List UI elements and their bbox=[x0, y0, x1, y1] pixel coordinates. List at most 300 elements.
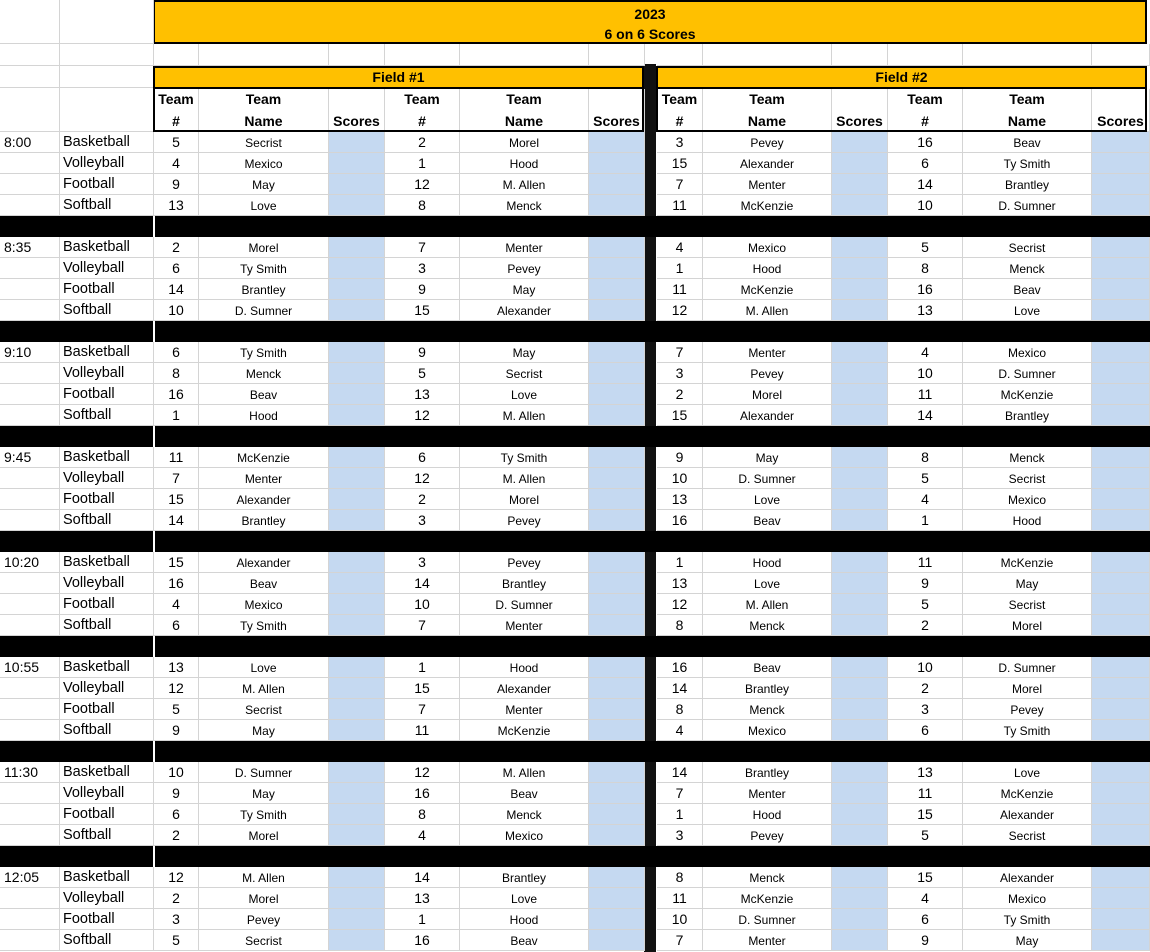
team-number[interactable]: 4 bbox=[385, 825, 460, 846]
score-input[interactable] bbox=[1092, 678, 1150, 699]
empty-cell[interactable] bbox=[385, 44, 460, 66]
team-name[interactable]: Love bbox=[703, 489, 832, 510]
score-input[interactable] bbox=[329, 384, 385, 405]
team-name[interactable]: Secrist bbox=[963, 237, 1092, 258]
score-input[interactable] bbox=[1092, 510, 1150, 531]
team-name[interactable]: Pevey bbox=[703, 825, 832, 846]
score-input[interactable] bbox=[329, 552, 385, 573]
team-number[interactable]: 1 bbox=[657, 258, 703, 279]
team-number[interactable]: 11 bbox=[657, 888, 703, 909]
team-number[interactable]: 8 bbox=[385, 195, 460, 216]
team-number[interactable]: 5 bbox=[154, 132, 199, 153]
team-number[interactable]: 9 bbox=[888, 573, 963, 594]
team-name[interactable]: May bbox=[703, 447, 832, 468]
empty-cell[interactable] bbox=[0, 909, 60, 930]
score-input[interactable] bbox=[832, 489, 888, 510]
team-number[interactable]: 15 bbox=[154, 552, 199, 573]
team-name[interactable]: Secrist bbox=[199, 930, 329, 951]
team-name[interactable]: Alexander bbox=[199, 489, 329, 510]
team-number[interactable]: 10 bbox=[888, 657, 963, 678]
team-number[interactable]: 8 bbox=[657, 867, 703, 888]
team-number[interactable]: 9 bbox=[657, 447, 703, 468]
score-input[interactable] bbox=[329, 258, 385, 279]
score-input[interactable] bbox=[832, 762, 888, 783]
team-name[interactable]: Menter bbox=[703, 174, 832, 195]
team-number[interactable]: 2 bbox=[154, 888, 199, 909]
empty-cell[interactable] bbox=[0, 573, 60, 594]
team-name[interactable]: Mexico bbox=[703, 720, 832, 741]
team-number[interactable]: 16 bbox=[154, 384, 199, 405]
team-name[interactable]: Ty Smith bbox=[963, 153, 1092, 174]
team-number[interactable]: 13 bbox=[154, 657, 199, 678]
team-number[interactable]: 16 bbox=[385, 930, 460, 951]
team-name[interactable]: D. Sumner bbox=[963, 657, 1092, 678]
score-input[interactable] bbox=[1092, 825, 1150, 846]
score-input[interactable] bbox=[589, 594, 645, 615]
empty-cell[interactable] bbox=[703, 44, 832, 66]
team-number[interactable]: 9 bbox=[385, 279, 460, 300]
team-name[interactable]: Brantley bbox=[703, 678, 832, 699]
team-number[interactable]: 5 bbox=[888, 594, 963, 615]
team-name[interactable]: Ty Smith bbox=[199, 342, 329, 363]
team-name[interactable]: Menck bbox=[963, 447, 1092, 468]
time-slot[interactable]: 8:35 bbox=[0, 237, 60, 258]
score-input[interactable] bbox=[832, 132, 888, 153]
team-number[interactable]: 2 bbox=[154, 825, 199, 846]
time-slot[interactable]: 10:20 bbox=[0, 552, 60, 573]
team-name[interactable]: Menter bbox=[460, 615, 589, 636]
score-input[interactable] bbox=[832, 888, 888, 909]
score-input[interactable] bbox=[1092, 384, 1150, 405]
score-input[interactable] bbox=[329, 594, 385, 615]
team-number[interactable]: 3 bbox=[657, 825, 703, 846]
empty-cell[interactable] bbox=[460, 44, 589, 66]
team-name[interactable]: Beav bbox=[963, 279, 1092, 300]
team-number[interactable]: 3 bbox=[888, 699, 963, 720]
score-input[interactable] bbox=[832, 174, 888, 195]
team-number[interactable]: 7 bbox=[657, 174, 703, 195]
team-name[interactable]: Hood bbox=[460, 657, 589, 678]
team-number[interactable]: 13 bbox=[385, 888, 460, 909]
team-number[interactable]: 14 bbox=[385, 573, 460, 594]
team-name[interactable]: Morel bbox=[460, 132, 589, 153]
team-name[interactable]: Pevey bbox=[460, 258, 589, 279]
score-input[interactable] bbox=[329, 699, 385, 720]
team-name[interactable]: Hood bbox=[199, 405, 329, 426]
score-input[interactable] bbox=[329, 510, 385, 531]
team-number[interactable]: 1 bbox=[154, 405, 199, 426]
team-number[interactable]: 3 bbox=[385, 552, 460, 573]
team-name[interactable]: Alexander bbox=[963, 867, 1092, 888]
team-number[interactable]: 2 bbox=[888, 678, 963, 699]
team-number[interactable]: 8 bbox=[888, 447, 963, 468]
score-input[interactable] bbox=[1092, 195, 1150, 216]
score-input[interactable] bbox=[1092, 405, 1150, 426]
score-input[interactable] bbox=[1092, 468, 1150, 489]
team-name[interactable]: Morel bbox=[703, 384, 832, 405]
team-number[interactable]: 11 bbox=[888, 384, 963, 405]
team-number[interactable]: 2 bbox=[888, 615, 963, 636]
team-name[interactable]: Pevey bbox=[703, 363, 832, 384]
team-number[interactable]: 1 bbox=[888, 510, 963, 531]
team-name[interactable]: Mexico bbox=[963, 888, 1092, 909]
score-input[interactable] bbox=[832, 195, 888, 216]
team-name[interactable]: Love bbox=[703, 573, 832, 594]
team-name[interactable]: Secrist bbox=[460, 363, 589, 384]
team-name[interactable]: D. Sumner bbox=[199, 762, 329, 783]
team-number[interactable]: 7 bbox=[657, 783, 703, 804]
score-input[interactable] bbox=[329, 447, 385, 468]
team-name[interactable]: D. Sumner bbox=[963, 195, 1092, 216]
team-number[interactable]: 15 bbox=[385, 678, 460, 699]
team-number[interactable]: 11 bbox=[154, 447, 199, 468]
team-number[interactable]: 14 bbox=[657, 762, 703, 783]
team-number[interactable]: 9 bbox=[888, 930, 963, 951]
time-slot[interactable]: 10:55 bbox=[0, 657, 60, 678]
team-name[interactable]: Beav bbox=[460, 783, 589, 804]
team-name[interactable]: Pevey bbox=[199, 909, 329, 930]
score-input[interactable] bbox=[329, 825, 385, 846]
team-number[interactable]: 16 bbox=[657, 657, 703, 678]
empty-cell[interactable] bbox=[0, 825, 60, 846]
team-name[interactable]: Alexander bbox=[460, 300, 589, 321]
score-input[interactable] bbox=[329, 573, 385, 594]
score-input[interactable] bbox=[1092, 804, 1150, 825]
team-number[interactable]: 13 bbox=[657, 573, 703, 594]
empty-cell[interactable] bbox=[0, 66, 60, 88]
score-input[interactable] bbox=[832, 615, 888, 636]
team-name[interactable]: Morel bbox=[199, 888, 329, 909]
team-number[interactable]: 12 bbox=[385, 468, 460, 489]
score-input[interactable] bbox=[832, 405, 888, 426]
empty-cell[interactable] bbox=[0, 804, 60, 825]
team-number[interactable]: 11 bbox=[657, 279, 703, 300]
score-input[interactable] bbox=[1092, 762, 1150, 783]
empty-cell[interactable] bbox=[0, 930, 60, 951]
team-number[interactable]: 16 bbox=[385, 783, 460, 804]
score-input[interactable] bbox=[1092, 720, 1150, 741]
team-number[interactable]: 5 bbox=[888, 468, 963, 489]
score-input[interactable] bbox=[329, 657, 385, 678]
team-number[interactable]: 7 bbox=[385, 699, 460, 720]
score-input[interactable] bbox=[1092, 573, 1150, 594]
score-input[interactable] bbox=[589, 552, 645, 573]
team-name[interactable]: Secrist bbox=[963, 594, 1092, 615]
team-number[interactable]: 14 bbox=[888, 174, 963, 195]
team-name[interactable]: Love bbox=[460, 888, 589, 909]
team-number[interactable]: 15 bbox=[385, 300, 460, 321]
team-number[interactable]: 8 bbox=[657, 699, 703, 720]
team-name[interactable]: Menck bbox=[199, 363, 329, 384]
team-name[interactable]: M. Allen bbox=[460, 174, 589, 195]
empty-cell[interactable] bbox=[0, 594, 60, 615]
time-slot[interactable]: 8:00 bbox=[0, 132, 60, 153]
team-number[interactable]: 3 bbox=[657, 363, 703, 384]
score-input[interactable] bbox=[329, 132, 385, 153]
team-number[interactable]: 10 bbox=[888, 195, 963, 216]
team-name[interactable]: Alexander bbox=[963, 804, 1092, 825]
score-input[interactable] bbox=[1092, 783, 1150, 804]
score-input[interactable] bbox=[832, 510, 888, 531]
score-input[interactable] bbox=[1092, 930, 1150, 951]
team-name[interactable]: M. Allen bbox=[703, 300, 832, 321]
team-name[interactable]: McKenzie bbox=[199, 447, 329, 468]
team-name[interactable]: Morel bbox=[199, 825, 329, 846]
team-name[interactable]: D. Sumner bbox=[460, 594, 589, 615]
team-name[interactable]: M. Allen bbox=[199, 678, 329, 699]
team-number[interactable]: 10 bbox=[657, 909, 703, 930]
score-input[interactable] bbox=[329, 468, 385, 489]
team-number[interactable]: 14 bbox=[888, 405, 963, 426]
team-name[interactable]: Pevey bbox=[963, 699, 1092, 720]
team-name[interactable]: Hood bbox=[703, 804, 832, 825]
score-input[interactable] bbox=[589, 384, 645, 405]
empty-cell[interactable] bbox=[0, 174, 60, 195]
team-number[interactable]: 16 bbox=[888, 132, 963, 153]
team-number[interactable]: 5 bbox=[888, 237, 963, 258]
score-input[interactable] bbox=[832, 720, 888, 741]
team-name[interactable]: Morel bbox=[963, 678, 1092, 699]
team-name[interactable]: Brantley bbox=[963, 405, 1092, 426]
empty-cell[interactable] bbox=[329, 44, 385, 66]
team-name[interactable]: McKenzie bbox=[703, 888, 832, 909]
team-name[interactable]: Morel bbox=[963, 615, 1092, 636]
team-number[interactable]: 3 bbox=[154, 909, 199, 930]
score-input[interactable] bbox=[329, 342, 385, 363]
team-number[interactable]: 15 bbox=[154, 489, 199, 510]
team-number[interactable]: 12 bbox=[385, 174, 460, 195]
team-number[interactable]: 13 bbox=[154, 195, 199, 216]
score-input[interactable] bbox=[832, 594, 888, 615]
score-input[interactable] bbox=[832, 909, 888, 930]
score-input[interactable] bbox=[589, 930, 645, 951]
score-input[interactable] bbox=[589, 783, 645, 804]
team-name[interactable]: McKenzie bbox=[963, 384, 1092, 405]
team-name[interactable]: Love bbox=[963, 762, 1092, 783]
empty-cell[interactable] bbox=[60, 88, 154, 132]
score-input[interactable] bbox=[329, 153, 385, 174]
team-number[interactable]: 9 bbox=[154, 783, 199, 804]
team-number[interactable]: 16 bbox=[657, 510, 703, 531]
team-name[interactable]: Hood bbox=[703, 552, 832, 573]
empty-cell[interactable] bbox=[0, 258, 60, 279]
score-input[interactable] bbox=[1092, 279, 1150, 300]
empty-cell[interactable] bbox=[60, 66, 154, 88]
team-name[interactable]: Ty Smith bbox=[199, 615, 329, 636]
team-name[interactable]: Menck bbox=[460, 195, 589, 216]
team-number[interactable]: 6 bbox=[154, 342, 199, 363]
team-name[interactable]: Secrist bbox=[199, 699, 329, 720]
team-name[interactable]: Morel bbox=[460, 489, 589, 510]
score-input[interactable] bbox=[329, 720, 385, 741]
score-input[interactable] bbox=[832, 342, 888, 363]
empty-cell[interactable] bbox=[0, 0, 60, 44]
empty-cell[interactable] bbox=[0, 699, 60, 720]
team-number[interactable]: 5 bbox=[154, 930, 199, 951]
score-input[interactable] bbox=[589, 489, 645, 510]
team-number[interactable]: 3 bbox=[657, 132, 703, 153]
team-number[interactable]: 12 bbox=[385, 405, 460, 426]
score-input[interactable] bbox=[589, 720, 645, 741]
team-name[interactable]: Alexander bbox=[703, 153, 832, 174]
score-input[interactable] bbox=[1092, 300, 1150, 321]
team-name[interactable]: Mexico bbox=[199, 594, 329, 615]
score-input[interactable] bbox=[329, 909, 385, 930]
score-input[interactable] bbox=[329, 867, 385, 888]
empty-cell[interactable] bbox=[0, 279, 60, 300]
team-name[interactable]: Beav bbox=[703, 657, 832, 678]
team-number[interactable]: 15 bbox=[657, 405, 703, 426]
team-name[interactable]: M. Allen bbox=[460, 468, 589, 489]
team-name[interactable]: Ty Smith bbox=[963, 720, 1092, 741]
team-number[interactable]: 6 bbox=[385, 447, 460, 468]
score-input[interactable] bbox=[832, 237, 888, 258]
score-input[interactable] bbox=[832, 468, 888, 489]
team-name[interactable]: Mexico bbox=[460, 825, 589, 846]
empty-cell[interactable] bbox=[589, 44, 645, 66]
score-input[interactable] bbox=[329, 363, 385, 384]
score-input[interactable] bbox=[589, 468, 645, 489]
score-input[interactable] bbox=[1092, 153, 1150, 174]
team-number[interactable]: 7 bbox=[385, 237, 460, 258]
team-number[interactable]: 3 bbox=[385, 510, 460, 531]
score-input[interactable] bbox=[589, 363, 645, 384]
team-name[interactable]: McKenzie bbox=[460, 720, 589, 741]
team-number[interactable]: 7 bbox=[657, 930, 703, 951]
team-name[interactable]: Love bbox=[199, 657, 329, 678]
score-input[interactable] bbox=[589, 825, 645, 846]
score-input[interactable] bbox=[329, 783, 385, 804]
empty-cell[interactable] bbox=[0, 468, 60, 489]
team-number[interactable]: 9 bbox=[385, 342, 460, 363]
team-number[interactable]: 7 bbox=[657, 342, 703, 363]
team-name[interactable]: McKenzie bbox=[703, 195, 832, 216]
team-name[interactable]: Hood bbox=[460, 909, 589, 930]
score-input[interactable] bbox=[1092, 363, 1150, 384]
team-number[interactable]: 1 bbox=[657, 552, 703, 573]
team-number[interactable]: 15 bbox=[657, 153, 703, 174]
score-input[interactable] bbox=[589, 699, 645, 720]
team-number[interactable]: 15 bbox=[888, 867, 963, 888]
team-number[interactable]: 4 bbox=[154, 594, 199, 615]
score-input[interactable] bbox=[589, 342, 645, 363]
score-input[interactable] bbox=[589, 195, 645, 216]
team-number[interactable]: 13 bbox=[888, 762, 963, 783]
score-input[interactable] bbox=[329, 930, 385, 951]
team-name[interactable]: Secrist bbox=[199, 132, 329, 153]
score-input[interactable] bbox=[1092, 888, 1150, 909]
empty-cell[interactable] bbox=[888, 44, 963, 66]
team-number[interactable]: 11 bbox=[657, 195, 703, 216]
team-name[interactable]: Hood bbox=[460, 153, 589, 174]
team-name[interactable]: Secrist bbox=[963, 468, 1092, 489]
team-name[interactable]: D. Sumner bbox=[199, 300, 329, 321]
score-input[interactable] bbox=[589, 174, 645, 195]
score-input[interactable] bbox=[832, 153, 888, 174]
team-number[interactable]: 10 bbox=[154, 300, 199, 321]
team-name[interactable]: Menck bbox=[703, 699, 832, 720]
team-number[interactable]: 13 bbox=[888, 300, 963, 321]
team-name[interactable]: Alexander bbox=[460, 678, 589, 699]
score-input[interactable] bbox=[832, 783, 888, 804]
score-input[interactable] bbox=[1092, 174, 1150, 195]
team-name[interactable]: Love bbox=[963, 300, 1092, 321]
team-number[interactable]: 12 bbox=[154, 867, 199, 888]
team-number[interactable]: 6 bbox=[888, 720, 963, 741]
team-number[interactable]: 2 bbox=[385, 489, 460, 510]
team-name[interactable]: Alexander bbox=[199, 552, 329, 573]
team-name[interactable]: Beav bbox=[199, 384, 329, 405]
score-input[interactable] bbox=[329, 678, 385, 699]
team-number[interactable]: 12 bbox=[657, 594, 703, 615]
score-input[interactable] bbox=[589, 237, 645, 258]
team-number[interactable]: 1 bbox=[385, 657, 460, 678]
team-name[interactable]: M. Allen bbox=[460, 762, 589, 783]
team-number[interactable]: 4 bbox=[888, 342, 963, 363]
score-input[interactable] bbox=[1092, 237, 1150, 258]
team-name[interactable]: Morel bbox=[199, 237, 329, 258]
score-input[interactable] bbox=[329, 174, 385, 195]
score-input[interactable] bbox=[1092, 258, 1150, 279]
team-name[interactable]: Brantley bbox=[199, 510, 329, 531]
team-name[interactable]: Hood bbox=[963, 510, 1092, 531]
team-number[interactable]: 13 bbox=[657, 489, 703, 510]
team-number[interactable]: 4 bbox=[657, 720, 703, 741]
score-input[interactable] bbox=[589, 804, 645, 825]
team-name[interactable]: Menter bbox=[199, 468, 329, 489]
team-name[interactable]: Mexico bbox=[963, 342, 1092, 363]
score-input[interactable] bbox=[329, 804, 385, 825]
team-name[interactable]: Secrist bbox=[963, 825, 1092, 846]
empty-cell[interactable] bbox=[0, 615, 60, 636]
empty-cell[interactable] bbox=[0, 783, 60, 804]
team-number[interactable]: 1 bbox=[657, 804, 703, 825]
team-number[interactable]: 2 bbox=[154, 237, 199, 258]
score-input[interactable] bbox=[329, 300, 385, 321]
score-input[interactable] bbox=[1092, 552, 1150, 573]
team-number[interactable]: 5 bbox=[385, 363, 460, 384]
team-number[interactable]: 11 bbox=[385, 720, 460, 741]
team-number[interactable]: 6 bbox=[154, 615, 199, 636]
team-number[interactable]: 7 bbox=[154, 468, 199, 489]
score-input[interactable] bbox=[1092, 132, 1150, 153]
team-number[interactable]: 6 bbox=[888, 153, 963, 174]
team-name[interactable]: Love bbox=[460, 384, 589, 405]
score-input[interactable] bbox=[832, 447, 888, 468]
team-number[interactable]: 6 bbox=[154, 258, 199, 279]
team-number[interactable]: 7 bbox=[385, 615, 460, 636]
empty-cell[interactable] bbox=[0, 300, 60, 321]
score-input[interactable] bbox=[329, 489, 385, 510]
team-name[interactable]: May bbox=[963, 573, 1092, 594]
team-name[interactable]: M. Allen bbox=[703, 594, 832, 615]
team-name[interactable]: Brantley bbox=[460, 573, 589, 594]
team-number[interactable]: 14 bbox=[154, 279, 199, 300]
score-input[interactable] bbox=[832, 678, 888, 699]
team-number[interactable]: 14 bbox=[657, 678, 703, 699]
score-input[interactable] bbox=[832, 279, 888, 300]
team-name[interactable]: McKenzie bbox=[703, 279, 832, 300]
team-name[interactable]: May bbox=[460, 342, 589, 363]
team-number[interactable]: 6 bbox=[154, 804, 199, 825]
score-input[interactable] bbox=[1092, 615, 1150, 636]
empty-cell[interactable] bbox=[832, 44, 888, 66]
team-name[interactable]: D. Sumner bbox=[703, 468, 832, 489]
team-number[interactable]: 3 bbox=[385, 258, 460, 279]
team-number[interactable]: 12 bbox=[385, 762, 460, 783]
score-input[interactable] bbox=[589, 615, 645, 636]
empty-cell[interactable] bbox=[0, 888, 60, 909]
